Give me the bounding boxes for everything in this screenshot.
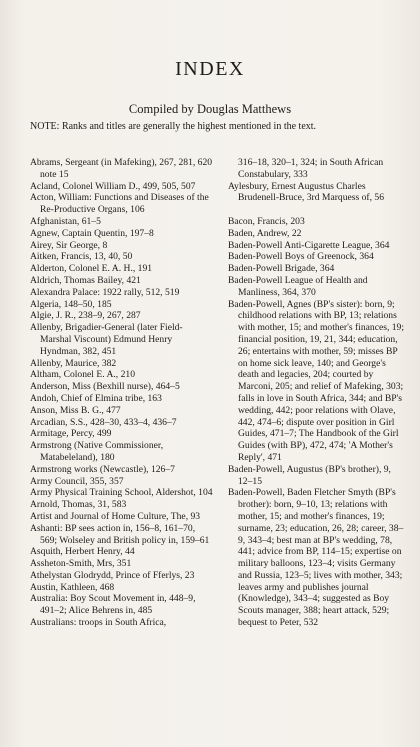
index-entry: Baden-Powell Brigade, 364 [228,263,335,275]
index-entry: Artist and Journal of Home Culture, The, 93 [30,510,201,522]
index-entry: Arnold, Thomas, 31, 583 [30,499,127,511]
index-entry: Aldrich, Thomas Bailey, 421 [30,274,141,286]
index-entry: Abrams, Sergeant (in Mafeking), 267, 281, 620 note 15 [30,157,213,180]
index-entry: Baden-Powell League of Health and Manliness, 364, 370 [228,274,368,298]
index-entry: Assheton-Smith, Mrs, 351 [30,558,132,570]
index-entry: Aitken, Francis, 13, 40, 50 [30,251,133,263]
index-entry: Armitage, Percy, 499 [30,428,112,440]
index-entry: Agnew, Captain Quentin, 197–8 [30,227,154,239]
index-entry: Army Physical Training School, Aldershot, 104 [30,487,213,499]
index-entry: Allenby, Brigadier-General (later Field-Marshal Viscount) Edmund Henry Hyndman, 382, 451 [30,322,183,357]
index-entry: Algeria, 148–50, 185 [30,298,112,310]
index-entry: Armstrong works (Newcastle), 126–7 [30,463,175,475]
index-entry: Bacon, Francis, 203 [228,215,305,227]
index-entry: Anson, Miss B. G., 477 [30,404,121,416]
index-entry: Allenby, Maurice, 382 [30,357,117,369]
index-entry: Anderson, Miss (Bexhill nurse), 464–5 [30,381,180,393]
index-entry: Andoh, Chief of Elmina tribe, 163 [30,392,162,404]
index-entry: Algie, J. R., 238–9, 267, 287 [30,310,141,322]
index-entry: Alexandra Palace: 1922 rally, 512, 519 [30,286,180,298]
compiler-credit: Compiled by Douglas Matthews [128,102,292,116]
index-entry: Acland, Colonel William D., 499, 505, 507 [30,180,196,192]
index-entry: Asquith, Herbert Henry, 44 [30,546,135,558]
index-entry: Airey, Sir George, 8 [30,239,108,251]
index-entry: Ashanti: BP sees action in, 156–8, 161–70, 569; Wolseley and British policy in, 159–61 [30,522,210,546]
index-entry-continuation: 316–18, 320–1, 324; in South African Constabulary, 333 [238,157,384,180]
index-entry: Baden-Powell Anti-Cigarette League, 364 [228,239,390,251]
index-entry: Acton, William: Functions and Diseases of the Re-Productive Organs, 106 [30,192,209,216]
index-column-right [228,157,404,629]
index-entry: Australia: Boy Scout Movement in, 448–9, 491–2; Alice Behrens in, 485 [30,593,196,617]
index-entry: Baden-Powell Boys of Greenock, 364 [228,251,374,263]
index-entry: Austin, Kathleen, 468 [30,581,115,593]
index-entry: Aylesbury, Ernest Augustus Charles Brudenell-Bruce, 3rd Marquess of, 56 [228,180,385,204]
index-entry: Army Council, 355, 357 [30,475,124,487]
index-entry: Australians: troops in South Africa, [30,617,167,629]
index-entry: Baden-Powell, Agnes (BP's sister): born, 9; childhood relations with BP, 13; relations with mother, 15; and mother's finances, 19; financial position, 19, 21, 344; education, 26; entertains with mother, 59; misses BP on home sick leave, 140; and George's death and legacies, 204; courted by Marconi, 205; and relief of Mafeking, 303; falls in love in South Africa, 344; and BP's wedding, 442; poor relations with Olave, 442, 474–6; dispute over position in Girl Guides, 471–7; The Handbook of the Girl Guides (with BP), 472, 474; 'A Mother's Reply', 471 [228,298,405,463]
index-entry: Altham, Colonel E. A., 210 [30,369,135,381]
index-column-left [30,157,214,629]
index-entry: Baden-Powell, Augustus (BP's brother), 9, 12–15 [228,463,391,487]
index-entry: Alderton, Colonel E. A. H., 191 [30,263,153,275]
page-title: INDEX [175,58,245,80]
index-entry: Afghanistan, 61–5 [30,215,101,227]
index-entry: Athelystan Glodrydd, Prince of Fferlys, 23 [30,569,195,581]
index-note: NOTE: Ranks and titles are generally the highest mentioned in the text. [30,121,317,132]
index-entry: Arcadian, S.S., 428–30, 433–4, 436–7 [30,416,177,428]
index-entry: Armstrong (Native Commissioner, Matabeleland), 180 [30,440,164,463]
index-entry: Baden, Andrew, 22 [228,227,302,239]
index-entry: Baden-Powell, Baden Fletcher Smyth (BP's brother): born, 9–10, 13; relations with mother, 15; and mother's finances, 19; surname, 23; education, 26, 28; career, 38–9, 343–4; best man at BP's wedding, 78, 441; advice from BP, 114–15; expertise on military balloons, 123–4; visits Germany and Russia, 123–5; lives with mother, 343; leaves army and publishes journal (Knowledge), 343–4; suggested as Boy Scouts manager, 388; heart attack, 529; bequest to Peter, 532 [228,487,404,629]
